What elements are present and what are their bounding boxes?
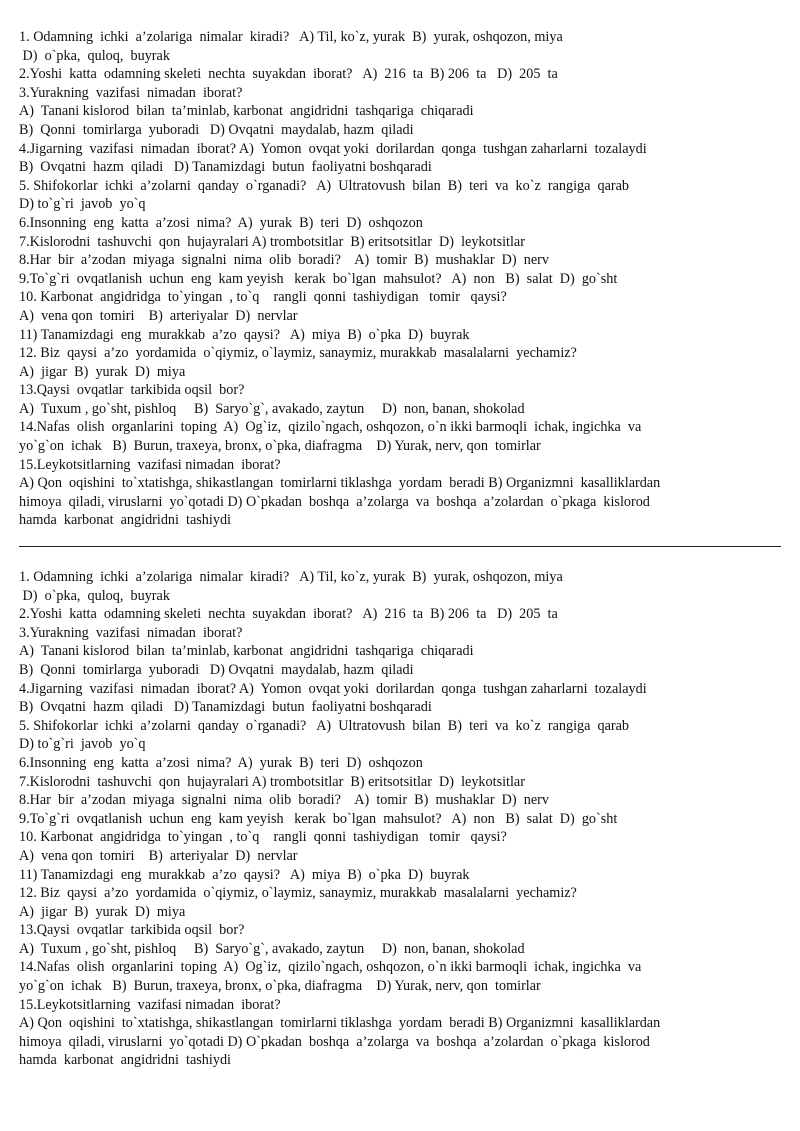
text-line: D) o`pka, quloq, buyrak <box>19 587 170 604</box>
text-line: A) Tuxum , go`sht, pishloq B) Saryo`g`, avakado, zaytun D) non, banan, shokolad <box>19 400 525 417</box>
text-line: 9.To`g`ri ovqatlanish uchun eng kam yeyish kerak bo`lgan mahsulot? A) non B) salat D) go`sht <box>19 270 618 287</box>
text-line: 7.Kislorodni tashuvchi qon hujayralari A) trombotsitlar B) eritsotsitlar D) leykotsitlar <box>19 233 525 250</box>
text-line: A) Qon oqishini to`xtatishga, shikastlangan tomirlarni tiklashga yordam beradi B) Organizmni kasalliklardan <box>19 475 661 492</box>
test-copy-bottom <box>19 568 789 1070</box>
text-line: D) to`g`ri javob yo`q <box>19 196 146 213</box>
text-line: A) jigar B) yurak D) miya <box>19 903 186 920</box>
text-line: 8.Har bir a’zodan miyaga signalni nima olib boradi? A) tomir B) mushaklar D) nerv <box>19 792 549 809</box>
text-line: 5. Shifokorlar ichki a’zolarni qanday o`rganadi? A) Ultratovush bilan B) teri va ko`z rangiga qarab <box>19 717 630 734</box>
text-line: 12. Biz qaysi a’zo yordamida o`qiymiz, o`laymiz, sanaymiz, murakkab masalalarni yechamiz? <box>19 885 577 902</box>
text-line: 3.Yurakning vazifasi nimadan iborat? <box>19 84 243 101</box>
text-line: A) Tanani kislorod bilan ta’minlab, karbonat angidridni tashqariga chiqaradi <box>19 103 474 120</box>
text-line: himoya qiladi, viruslarni yo`qotadi D) O`pkadan boshqa a’zolarga va boshqa a’zolardan o`pkaga kislorod <box>19 1033 650 1050</box>
text-line: 7.Kislorodni tashuvchi qon hujayralari A) trombotsitlar B) eritsotsitlar D) leykotsitlar <box>19 773 525 790</box>
text-line: 5. Shifokorlar ichki a’zolarni qanday o`rganadi? A) Ultratovush bilan B) teri va ko`z rangiga qarab <box>19 177 630 194</box>
text-line: 15.Leykotsitlarning vazifasi nimadan iborat? <box>19 996 281 1013</box>
text-line: 2.Yoshi katta odamning skeleti nechta suyakdan iborat? A) 216 ta B) 206 ta D) 205 ta <box>19 66 558 83</box>
text-line: 9.To`g`ri ovqatlanish uchun eng kam yeyish kerak bo`lgan mahsulot? A) non B) salat D) go`sht <box>19 810 618 827</box>
text-line: D) o`pka, quloq, buyrak <box>19 47 170 64</box>
text-line: 14.Nafas olish organlarini toping A) Og`iz, qizilo`ngach, oshqozon, o`n ikki barmoqli ichak, ingichka va <box>19 959 642 976</box>
text-line: A) vena qon tomiri B) arteriyalar D) nervlar <box>19 847 298 864</box>
text-line: 13.Qaysi ovqatlar tarkibida oqsil bor? <box>19 922 245 939</box>
divider-line <box>19 546 781 547</box>
text-line: 6.Insonning eng katta a’zosi nima? A) yurak B) teri D) oshqozon <box>19 214 423 231</box>
text-line: B) Qonni tomirlarga yuboradi D) Ovqatni maydalab, hazm qiladi <box>19 121 414 138</box>
text-line: yo`g`on ichak B) Burun, traxeya, bronx, o`pka, diafragma D) Yurak, nerv, qon tomirlar <box>19 438 541 455</box>
text-line: 1. Odamning ichki a’zolariga nimalar kiradi? A) Til, ko`z, yurak B) yurak, oshqozon, miya <box>19 29 563 45</box>
text-line: D) to`g`ri javob yo`q <box>19 736 146 753</box>
text-line: 2.Yoshi katta odamning skeleti nechta suyakdan iborat? A) 216 ta B) 206 ta D) 205 ta <box>19 606 558 623</box>
text-line: A) Tanani kislorod bilan ta’minlab, karbonat angidridni tashqariga chiqaradi <box>19 643 474 660</box>
text-line: B) Qonni tomirlarga yuboradi D) Ovqatni maydalab, hazm qiladi <box>19 661 414 678</box>
text-line: yo`g`on ichak B) Burun, traxeya, bronx, o`pka, diafragma D) Yurak, nerv, qon tomirlar <box>19 978 541 995</box>
text-line: 4.Jigarning vazifasi nimadan iborat? A) Yomon ovqat yoki dorilardan qonga tushgan zaharlarni tozalaydi <box>19 140 647 157</box>
text-line: 14.Nafas olish organlarini toping A) Og`iz, qizilo`ngach, oshqozon, o`n ikki barmoqli ichak, ingichka va <box>19 419 642 436</box>
text-line: 10. Karbonat angidridga to`yingan , to`q rangli qonni tashiydigan tomir qaysi? <box>19 289 507 306</box>
text-line: A) Tuxum , go`sht, pishloq B) Saryo`g`, avakado, zaytun D) non, banan, shokolad <box>19 940 525 957</box>
text-line: hamda karbonat angidridni tashiydi <box>19 1052 231 1069</box>
text-line: 4.Jigarning vazifasi nimadan iborat? A) Yomon ovqat yoki dorilardan qonga tushgan zaharlarni tozalaydi <box>19 680 647 697</box>
text-line: 8.Har bir a’zodan miyaga signalni nima olib boradi? A) tomir B) mushaklar D) nerv <box>19 252 549 269</box>
text-line: B) Ovqatni hazm qiladi D) Tanamizdagi butun faoliyatni boshqaradi <box>19 699 432 716</box>
text-line: A) Qon oqishini to`xtatishga, shikastlangan tomirlarni tiklashga yordam beradi B) Organizmni kasalliklardan <box>19 1015 661 1032</box>
text-line: 11) Tanamizdagi eng murakkab a’zo qaysi? A) miya B) o`pka D) buyrak <box>19 326 470 343</box>
text-line: 13.Qaysi ovqatlar tarkibida oqsil bor? <box>19 382 245 399</box>
text-line: himoya qiladi, viruslarni yo`qotadi D) O`pkadan boshqa a’zolarga va boshqa a’zolardan o`pkaga kislorod <box>19 493 650 510</box>
text-line: A) jigar B) yurak D) miya <box>19 363 186 380</box>
text-line: 11) Tanamizdagi eng murakkab a’zo qaysi? A) miya B) o`pka D) buyrak <box>19 866 470 883</box>
test-copy-top <box>19 28 789 530</box>
text-line: 3.Yurakning vazifasi nimadan iborat? <box>19 624 243 641</box>
text-line: B) Ovqatni hazm qiladi D) Tanamizdagi butun faoliyatni boshqaradi <box>19 159 432 176</box>
text-line: 15.Leykotsitlarning vazifasi nimadan iborat? <box>19 456 281 473</box>
text-line: 12. Biz qaysi a’zo yordamida o`qiymiz, o`laymiz, sanaymiz, murakkab masalalarni yechamiz? <box>19 345 577 362</box>
text-line: hamda karbonat angidridni tashiydi <box>19 512 231 529</box>
text-line: A) vena qon tomiri B) arteriyalar D) nervlar <box>19 307 298 324</box>
text-line: 6.Insonning eng katta a’zosi nima? A) yurak B) teri D) oshqozon <box>19 754 423 771</box>
text-line: 1. Odamning ichki a’zolariga nimalar kiradi? A) Til, ko`z, yurak B) yurak, oshqozon, miya <box>19 569 563 585</box>
text-line: 10. Karbonat angidridga to`yingan , to`q rangli qonni tashiydigan tomir qaysi? <box>19 829 507 846</box>
